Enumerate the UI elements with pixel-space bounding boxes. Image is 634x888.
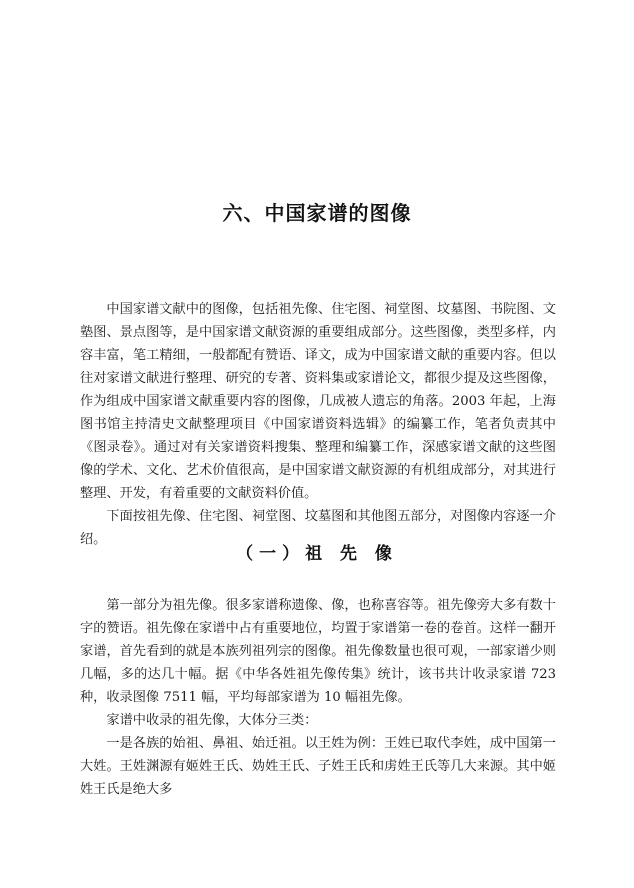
section-title: （一）祖 先 像 bbox=[236, 544, 398, 564]
paragraph: 下面按祖先像、住宅图、祠堂图、坟墓图和其他图五部分，对图像内容逐一介绍。 bbox=[80, 509, 556, 547]
intro-section bbox=[80, 298, 556, 551]
paragraph: 家谱中收录的祖先像，大体分三类： bbox=[106, 713, 318, 728]
section-body bbox=[80, 594, 556, 801]
chapter-title: 六、中国家谱的图像 bbox=[222, 201, 412, 225]
paragraph: 中国家谱文献中的图像，包括祖先像、住宅图、祠堂图、坟墓图、书院图、文塾图、景点图等，是中国家谱文献资源的重要组成部分。这些图像，类型多样，内容丰富，笔工精细，一般都配有赞语、译文，成为中国家谱文献的重要内容。但以往对家谱文献进行整理、研究的专著、资料集或家谱论文，都很少提及这些图像，作为组成中国家谱文献重要内容的图像，几成被人遗忘的角落。2003 年起，上海图书馆主持清史文献整理项目《中国家谱资料选辑》的编纂工作，笔者负责其中《图录卷》。通过对有关家谱资料搜集、整理和编纂工作，深感家谱文献的这些图像的学术、文化、艺术价值很高，是中国家谱文献资源的有机组成部分，对其进行整理、开发，有着重要的文献资料价值。 bbox=[80, 302, 556, 501]
paragraph: 第一部分为祖先像。很多家谱称遗像、像，也称喜容等。祖先像旁大多有数十字的赞语。祖先像在家谱中占有重要地位，均置于家谱第一卷的卷首。这样一翻开家谱，首先看到的就是本族列祖列宗的图像。祖先像数量也很可观，一部家谱少则几幅，多的达几十幅。据《中华各姓祖先像传集》统计，该书共计收录家谱 723 种，收录图像 7511 幅，平均每部家谱为 10 幅祖先像。 bbox=[80, 598, 556, 705]
paragraph: 一是各族的始祖、鼻祖、始迁祖。以王姓为例：王姓已取代李姓，成中国第一大姓。王姓渊源有姬姓王氏、妫姓王氏、子姓王氏和虏姓王氏等几大来源。其中姬姓王氏是绝大多 bbox=[80, 736, 556, 797]
